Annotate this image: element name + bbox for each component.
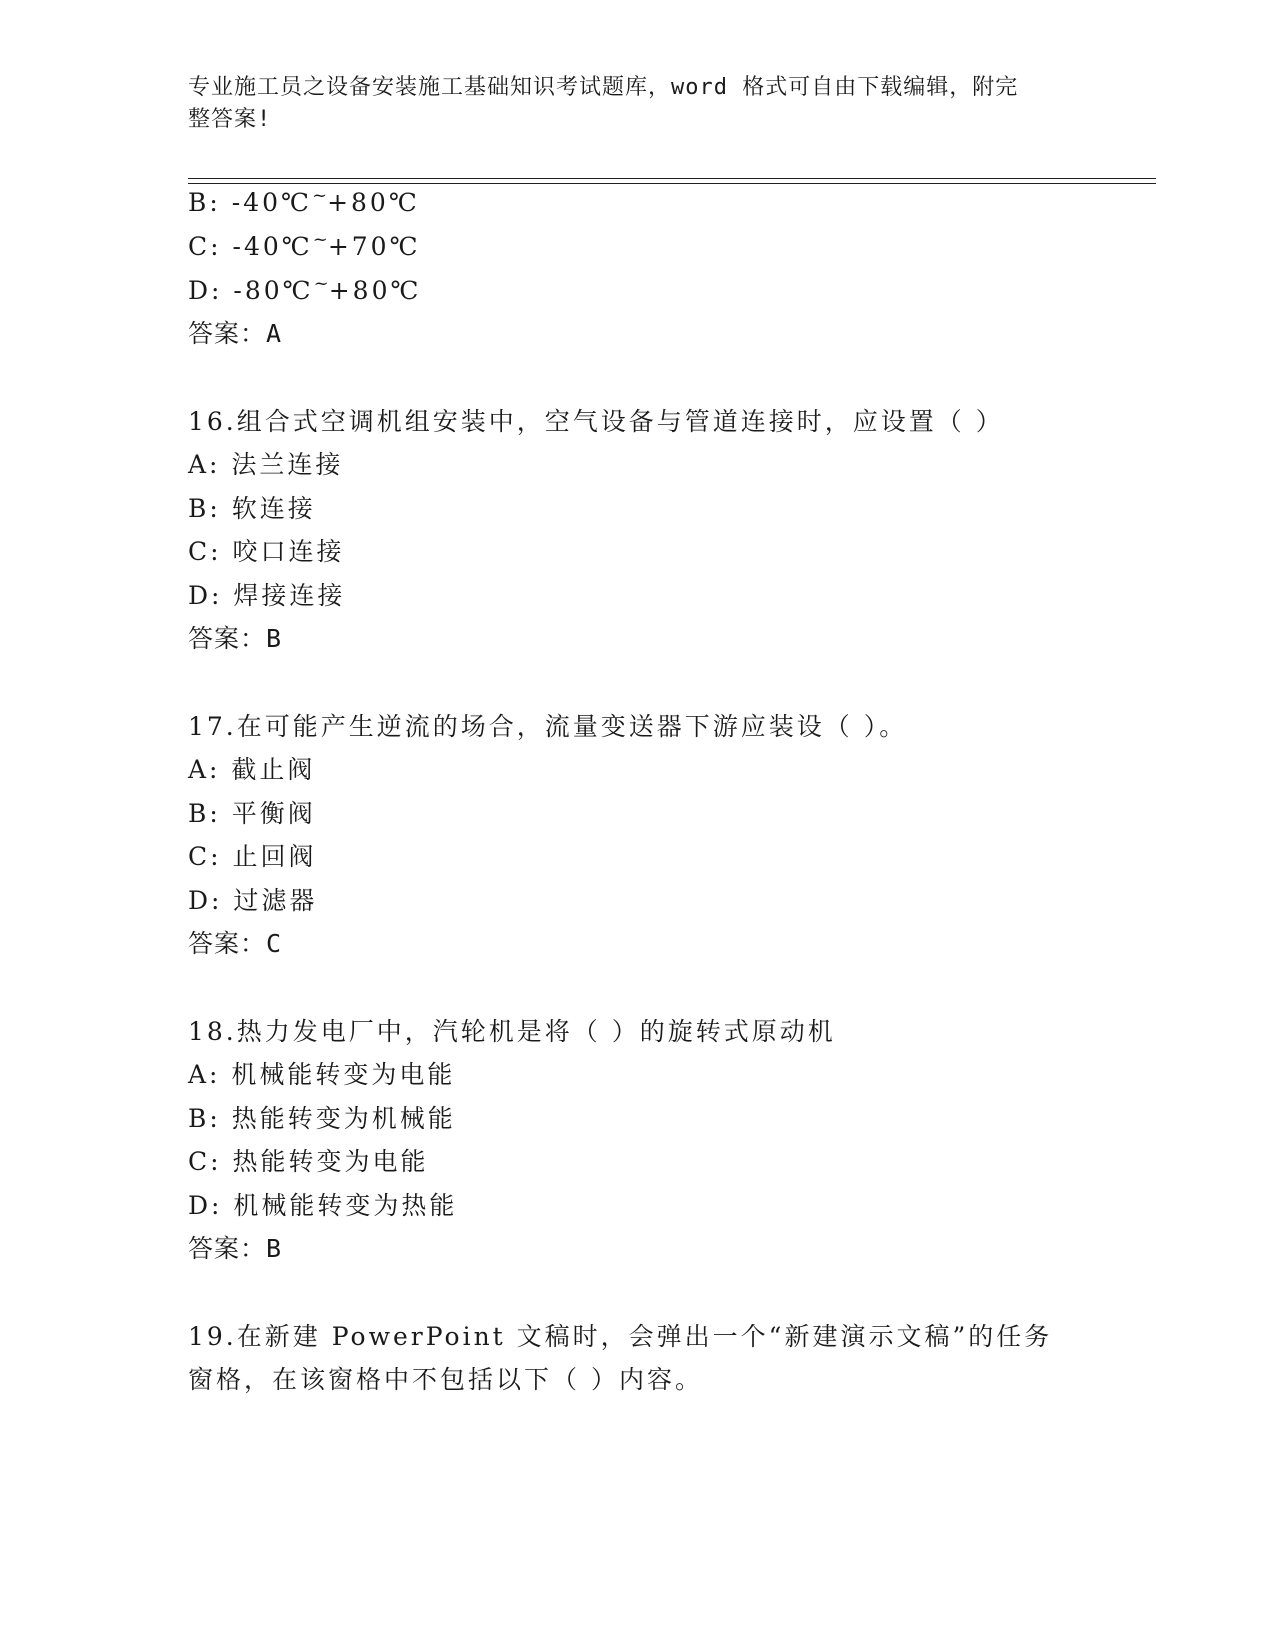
q15-option-c: C: -40℃~+70℃ (188, 229, 421, 261)
q18-stem: 18.热力发电厂中，汽轮机是将（ ）的旋转式原动机 (188, 1017, 836, 1046)
q15-option-d: D: -80℃~+80℃ (188, 273, 422, 305)
tilde-mark: ~ (311, 185, 328, 206)
q18-option-b: B: 热能转变为机械能 (188, 1104, 456, 1133)
q15-answer: 答案：A (188, 319, 283, 348)
q17-option-b: B: 平衡阀 (188, 799, 316, 828)
q17-stem: 17.在可能产生逆流的场合，流量变送器下游应装设（ ）。 (188, 712, 908, 741)
q15-option-b: B: -40℃~+80℃ (188, 185, 420, 217)
q17-option-c: C: 止回阀 (188, 842, 317, 871)
q19-stem-line-1: 19.在新建 PowerPoint 文稿时，会弹出一个“新建演示文稿”的任务 (188, 1322, 1053, 1351)
q16-option-a: A: 法兰连接 (188, 450, 344, 479)
q17-option-d: D: 过滤器 (188, 886, 318, 915)
q16-option-d: D: 焊接连接 (188, 581, 346, 610)
q19-stem-line-2: 窗格，在该窗格中不包括以下（ ）内容。 (188, 1365, 703, 1394)
q18-option-a: A: 机械能转变为电能 (188, 1060, 456, 1089)
tilde-mark: ~ (312, 229, 328, 250)
q16-option-b: B: 软连接 (188, 494, 316, 523)
q18-option-d: D: 机械能转变为热能 (188, 1191, 458, 1220)
q16-answer: 答案：B (188, 624, 283, 653)
header-divider-top (188, 178, 1156, 179)
q16-stem: 16.组合式空调机组安装中，空气设备与管道连接时，应设置（ ） (188, 407, 1004, 436)
q17-answer: 答案：C (188, 929, 283, 958)
q18-answer: 答案：B (188, 1234, 283, 1263)
document-header (188, 72, 1068, 136)
header-line-2: 整答案! (188, 107, 272, 132)
header-line-1: 专业施工员之设备安装施工基础知识考试题库，word 格式可自由下载编辑，附完 (188, 75, 1019, 100)
header-divider-bottom (188, 183, 1156, 184)
q17-option-a: A: 截止阀 (188, 755, 316, 784)
q16-option-c: C: 咬口连接 (188, 537, 345, 566)
q18-option-c: C: 热能转变为电能 (188, 1147, 429, 1176)
tilde-mark: ~ (313, 273, 329, 294)
